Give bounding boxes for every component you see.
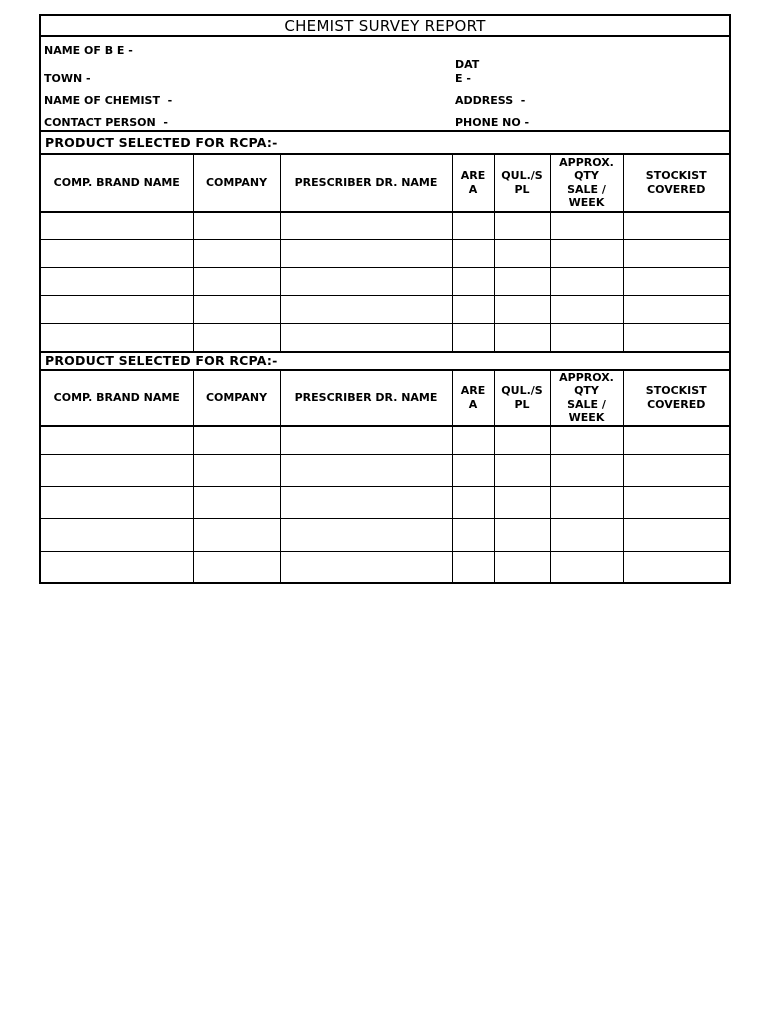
chemist-survey-form bbox=[39, 14, 731, 584]
column-header: ARE A bbox=[452, 370, 494, 426]
date-label-line2: E - bbox=[455, 72, 471, 85]
empty-cell[interactable] bbox=[623, 240, 730, 268]
empty-cell[interactable] bbox=[193, 518, 280, 551]
empty-cell[interactable] bbox=[280, 551, 452, 583]
empty-cell[interactable] bbox=[550, 551, 623, 583]
empty-cell[interactable] bbox=[494, 426, 550, 454]
empty-cell[interactable] bbox=[280, 296, 452, 324]
be-name-label: NAME OF B E - bbox=[44, 44, 133, 57]
empty-cell[interactable] bbox=[452, 486, 494, 518]
empty-cell[interactable] bbox=[280, 426, 452, 454]
empty-cell[interactable] bbox=[550, 486, 623, 518]
empty-cell[interactable] bbox=[452, 324, 494, 352]
empty-cell[interactable] bbox=[550, 324, 623, 352]
empty-cell[interactable] bbox=[193, 454, 280, 486]
empty-cell[interactable] bbox=[280, 240, 452, 268]
empty-cell[interactable] bbox=[193, 324, 280, 352]
column-header: STOCKIST COVERED bbox=[623, 155, 730, 212]
empty-cell[interactable] bbox=[623, 551, 730, 583]
empty-cell[interactable] bbox=[193, 486, 280, 518]
empty-cell[interactable] bbox=[623, 324, 730, 352]
empty-cell[interactable] bbox=[623, 426, 730, 454]
table-row bbox=[40, 426, 730, 454]
column-header: COMPANY bbox=[193, 370, 280, 426]
empty-cell[interactable] bbox=[623, 486, 730, 518]
table-row bbox=[40, 454, 730, 486]
table-row bbox=[40, 296, 730, 324]
empty-cell[interactable] bbox=[623, 296, 730, 324]
empty-cell[interactable] bbox=[280, 486, 452, 518]
empty-cell[interactable] bbox=[280, 268, 452, 296]
column-header: COMP. BRAND NAME bbox=[40, 370, 193, 426]
column-header: COMPANY bbox=[193, 155, 280, 212]
empty-cell[interactable] bbox=[623, 518, 730, 551]
column-header: ARE A bbox=[452, 155, 494, 212]
empty-cell[interactable] bbox=[40, 518, 193, 551]
table-row bbox=[40, 518, 730, 551]
empty-cell[interactable] bbox=[193, 426, 280, 454]
empty-cell[interactable] bbox=[40, 268, 193, 296]
phone-label: PHONE NO - bbox=[455, 116, 530, 129]
empty-cell[interactable] bbox=[40, 426, 193, 454]
table-row bbox=[40, 551, 730, 583]
column-header: PRESCRIBER DR. NAME bbox=[280, 155, 452, 212]
empty-cell[interactable] bbox=[494, 212, 550, 240]
rcpa-section-title: PRODUCT SELECTED FOR RCPA:- bbox=[39, 353, 731, 370]
empty-cell[interactable] bbox=[40, 296, 193, 324]
address-label: ADDRESS - bbox=[455, 94, 526, 107]
form-title: CHEMIST SURVEY REPORT bbox=[39, 14, 731, 37]
empty-cell[interactable] bbox=[550, 268, 623, 296]
empty-cell[interactable] bbox=[550, 296, 623, 324]
empty-cell[interactable] bbox=[40, 240, 193, 268]
column-header: STOCKIST COVERED bbox=[623, 370, 730, 426]
empty-cell[interactable] bbox=[193, 296, 280, 324]
rcpa-section-title: PRODUCT SELECTED FOR RCPA:- bbox=[39, 132, 731, 154]
empty-cell[interactable] bbox=[452, 551, 494, 583]
empty-cell[interactable] bbox=[550, 212, 623, 240]
empty-cell[interactable] bbox=[280, 212, 452, 240]
empty-cell[interactable] bbox=[494, 518, 550, 551]
empty-cell[interactable] bbox=[452, 268, 494, 296]
rcpa-table bbox=[39, 370, 731, 585]
empty-cell[interactable] bbox=[193, 268, 280, 296]
empty-cell[interactable] bbox=[494, 486, 550, 518]
empty-cell[interactable] bbox=[550, 240, 623, 268]
empty-cell[interactable] bbox=[40, 454, 193, 486]
empty-cell[interactable] bbox=[494, 454, 550, 486]
table-row bbox=[40, 486, 730, 518]
empty-cell[interactable] bbox=[40, 324, 193, 352]
table-row bbox=[40, 212, 730, 240]
empty-cell[interactable] bbox=[494, 240, 550, 268]
column-header: PRESCRIBER DR. NAME bbox=[280, 370, 452, 426]
empty-cell[interactable] bbox=[193, 212, 280, 240]
empty-cell[interactable] bbox=[40, 551, 193, 583]
empty-cell[interactable] bbox=[494, 268, 550, 296]
column-header: APPROX. QTY SALE / WEEK bbox=[550, 370, 623, 426]
contact-person-label: CONTACT PERSON - bbox=[44, 116, 168, 129]
column-header: APPROX. QTY SALE / WEEK bbox=[550, 155, 623, 212]
empty-cell[interactable] bbox=[280, 324, 452, 352]
empty-cell[interactable] bbox=[494, 551, 550, 583]
empty-cell[interactable] bbox=[623, 454, 730, 486]
table-row bbox=[40, 240, 730, 268]
empty-cell[interactable] bbox=[452, 426, 494, 454]
empty-cell[interactable] bbox=[452, 454, 494, 486]
empty-cell[interactable] bbox=[40, 486, 193, 518]
empty-cell[interactable] bbox=[452, 212, 494, 240]
empty-cell[interactable] bbox=[280, 454, 452, 486]
empty-cell[interactable] bbox=[550, 426, 623, 454]
empty-cell[interactable] bbox=[280, 518, 452, 551]
rcpa-table bbox=[39, 154, 731, 353]
date-label-line1: DAT bbox=[455, 58, 480, 71]
table-header-row bbox=[40, 155, 730, 212]
report-info-block bbox=[39, 37, 731, 132]
empty-cell[interactable] bbox=[452, 518, 494, 551]
empty-cell[interactable] bbox=[623, 212, 730, 240]
empty-cell[interactable] bbox=[494, 324, 550, 352]
column-header: QUL./S PL bbox=[494, 155, 550, 212]
empty-cell[interactable] bbox=[494, 296, 550, 324]
column-header: QUL./S PL bbox=[494, 370, 550, 426]
chemist-name-label: NAME OF CHEMIST - bbox=[44, 94, 173, 107]
empty-cell[interactable] bbox=[452, 240, 494, 268]
table-row bbox=[40, 324, 730, 352]
empty-cell[interactable] bbox=[452, 296, 494, 324]
table-header-row bbox=[40, 370, 730, 426]
empty-cell[interactable] bbox=[40, 212, 193, 240]
empty-cell[interactable] bbox=[623, 268, 730, 296]
empty-cell[interactable] bbox=[550, 518, 623, 551]
town-label: TOWN - bbox=[44, 72, 91, 85]
empty-cell[interactable] bbox=[193, 551, 280, 583]
column-header: COMP. BRAND NAME bbox=[40, 155, 193, 212]
empty-cell[interactable] bbox=[550, 454, 623, 486]
table-row bbox=[40, 268, 730, 296]
empty-cell[interactable] bbox=[193, 240, 280, 268]
